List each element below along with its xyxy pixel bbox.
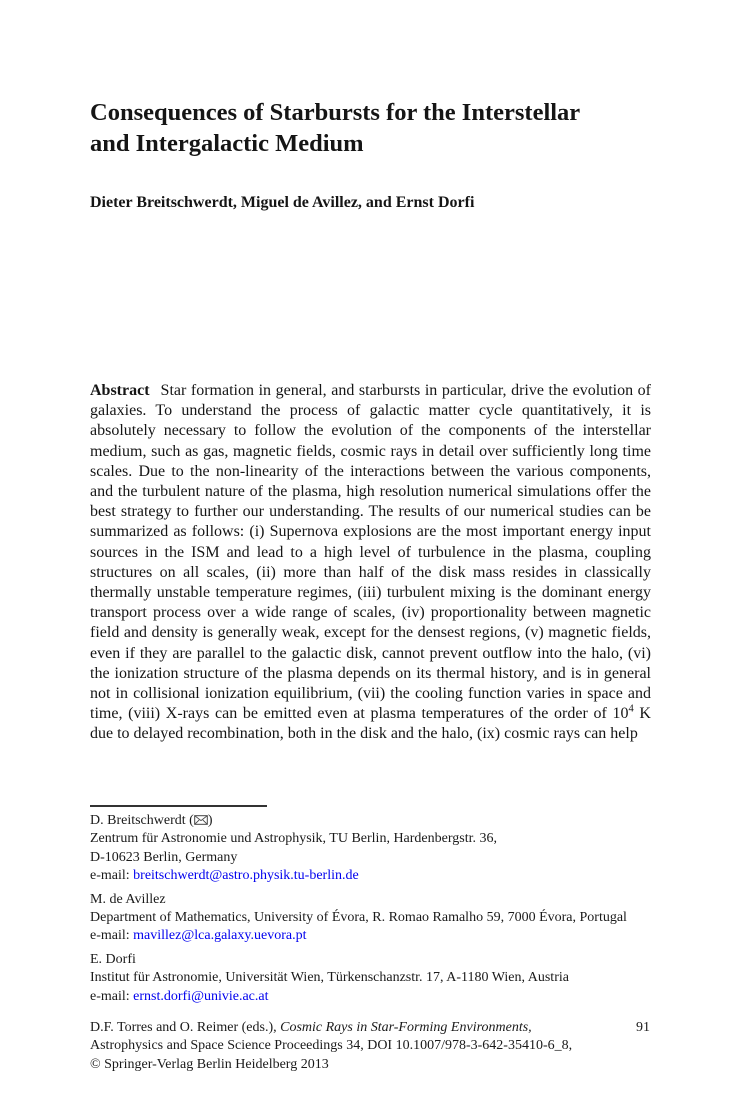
email-link-breitschwerdt[interactable]: breitschwerdt@astro.physik.tu-berlin.de [133, 868, 359, 884]
email-label: e-mail: [90, 988, 130, 1004]
affiliation-address: Institut für Astronomie, Universität Wien, Türkenschanzstr. 17, A-1180 Wien, Austria [90, 970, 569, 986]
imprint-line-1 [90, 1019, 650, 1037]
email-label: e-mail: [90, 928, 130, 944]
affiliation-address: D-10623 Berlin, Germany [90, 849, 238, 865]
email-label: e-mail: [90, 868, 130, 884]
author-affiliations [90, 812, 690, 1011]
affiliation-email-line [90, 867, 690, 885]
affiliation-address: Department of Mathematics, University of Évora, R. Romao Ramalho 59, 7000 Évora, Portugal [90, 910, 627, 926]
imprint-footer [90, 1019, 650, 1074]
email-link-dorfi[interactable]: ernst.dorfi@univie.ac.at [133, 988, 269, 1004]
affiliation-name-line [90, 951, 690, 969]
imprint-editors: D.F. Torres and O. Reimer (eds.), [90, 1020, 281, 1035]
affiliation-email-line [90, 927, 690, 945]
author-name: D. Breitschwerdt [90, 813, 186, 828]
abstract-label: Abstract [90, 382, 150, 399]
abstract-superscript: 4 [628, 703, 634, 715]
email-link-avillez[interactable]: mavillez@lca.galaxy.uevora.pt [133, 928, 307, 944]
corresponding-mark: ( ) [189, 813, 213, 828]
chapter-title-line-1: Consequences of Starbursts for the Interstellar [90, 99, 581, 126]
affiliation-breitschwerdt [90, 812, 690, 886]
imprint-line-3: © Springer-Verlag Berlin Heidelberg 2013 [90, 1056, 329, 1072]
footnote-separator-rule [90, 805, 267, 807]
affiliation-name-line [90, 812, 690, 830]
author-name: M. de Avillez [90, 891, 166, 907]
imprint-editors-and-title [90, 1019, 532, 1037]
author-name: E. Dorfi [90, 951, 136, 967]
affiliation-address: Zentrum für Astronomie und Astrophysik, TU Berlin, Hardenbergstr. 36, [90, 831, 497, 847]
abstract-text-continued: K due to delayed recombination, both in the disk and the halo, (ix) cosmic rays can help [90, 705, 651, 743]
affiliation-dorfi [90, 951, 690, 1006]
chapter-title-line-2: and Intergalactic Medium [90, 130, 364, 157]
abstract-paragraph [90, 381, 651, 745]
affiliation-email-line [90, 988, 690, 1006]
page-number: 91 [636, 1020, 650, 1035]
abstract-text: Star formation in general, and starbursts in particular, drive the evolution of galaxies. To understand the process of galactic matter cycle quantitatively, it is absolutely necessary to follow the evolution of the components of the interstellar medium, such as gas, magnetic fields, cosmic rays in detail over sufficiently long time scales. Due to the non-linearity of the interactions between the various components, and the turbulent nature of the plasma, high resolution numerical simulations offer the best strategy to further our understanding. The results of our numerical studies can be summarized as follows: (i) Supernova explosions are the most important energy input sources in the ISM and lead to a high level of turbulence in the plasma, coupling structures on all scales, (ii) more than half of the disk mass resides in classically thermally unstable temperature regimes, (iii) turbulent mixing is the dominant energy transport process over a wide range of scales, (iv) proportionality between magnetic field and density is generally weak, except for the densest regions, (v) magnetic fields, even if they are parallel to the galactic disk, cannot prevent outflow into the halo, (vi) the ionization structure of the plasma depends on its thermal history, and is in general not in collisional ionization equilibrium, (vii) the cooling function varies in space and time, (viii) X-rays can be emitted even at plasma temperatures of the order of 10 [90, 382, 651, 723]
authors-line: Dieter Breitschwerdt, Miguel de Avillez, and Ernst Dorfi [90, 194, 475, 211]
affiliation-avillez [90, 891, 690, 946]
chapter-title [90, 97, 690, 159]
affiliation-name-line [90, 891, 690, 909]
envelope-icon [194, 815, 208, 825]
imprint-line-2: Astrophysics and Space Science Proceedings 34, DOI 10.1007/978-3-642-35410-6_8, [90, 1038, 573, 1054]
book-title: Cosmic Rays in Star-Forming Environments, [280, 1020, 532, 1035]
